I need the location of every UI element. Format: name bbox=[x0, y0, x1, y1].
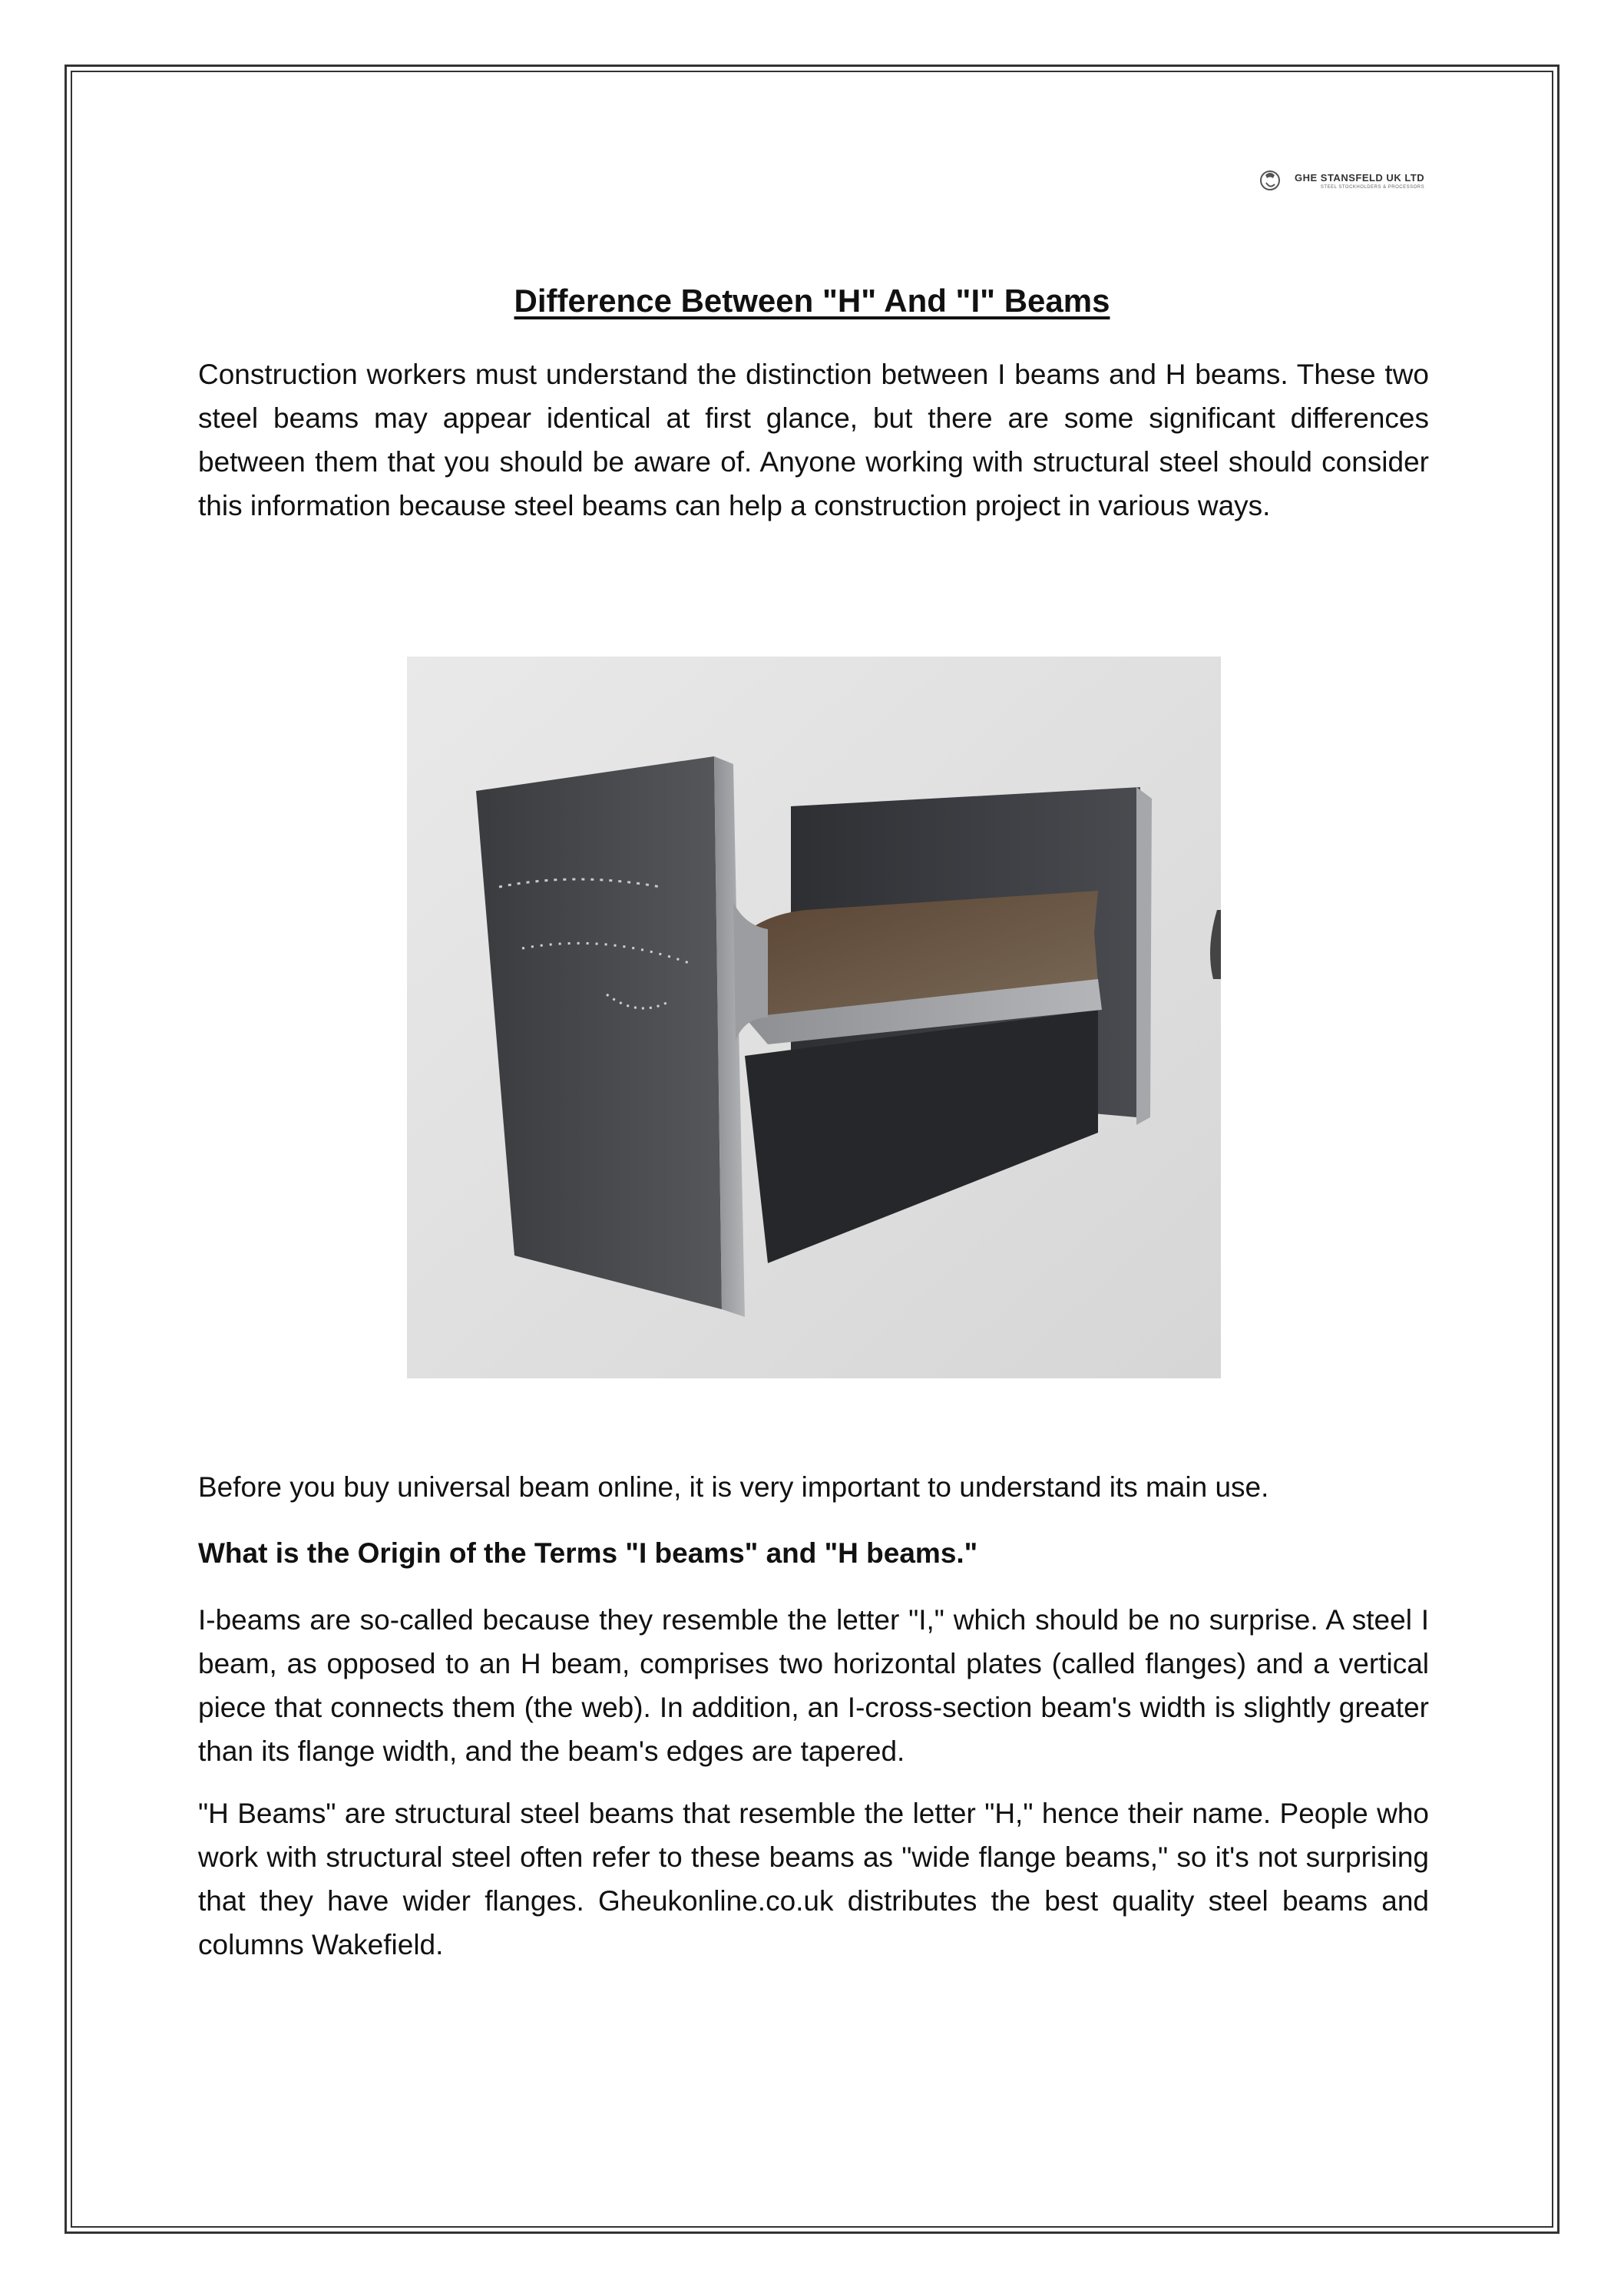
document-title: Difference Between "H" And "I" Beams bbox=[514, 283, 1110, 319]
buy-note-paragraph: Before you buy universal beam online, it is very important to understand its main use. bbox=[198, 1471, 1269, 1503]
h-beam-photo bbox=[407, 657, 1221, 1378]
origin-heading: What is the Origin of the Terms "I beams" and "H beams." bbox=[198, 1537, 978, 1569]
logo-tagline: STEEL STOCKHOLDERS & PROCESSORS bbox=[1320, 184, 1425, 190]
company-logo bbox=[1259, 167, 1424, 194]
h-beam-paragraph: "H Beams" are structural steel beams that resemble the letter "H," hence their name. People who work with structural steel often refer to these beams as "wide flange beams," so it's not surprising that they have wider flanges. Gheukonline.co.uk distributes the best quality steel beams and columns Wakefield. bbox=[198, 1798, 1429, 1960]
logo-emblem-icon bbox=[1259, 167, 1281, 194]
logo-company-name: GHE STANSFELD UK LTD bbox=[1295, 171, 1425, 184]
i-beam-paragraph: I-beams are so-called because they resemble the letter "I," which should be no surprise. A steel I beam, as opposed to an H beam, comprises two horizontal plates (called flanges) and a vertical piece that connects them (the web). In addition, an I-cross-section beam's width is slightly greater than its flange width, and the beam's edges are tapered. bbox=[198, 1604, 1429, 1767]
intro-paragraph: Construction workers must understand the distinction between I beams and H beams. These two steel beams may appear identical at first glance, but there are some significant differences between them that you should be aware of. Anyone working with structural steel should consider this information because steel beams can help a construction project in various ways. bbox=[198, 359, 1429, 521]
